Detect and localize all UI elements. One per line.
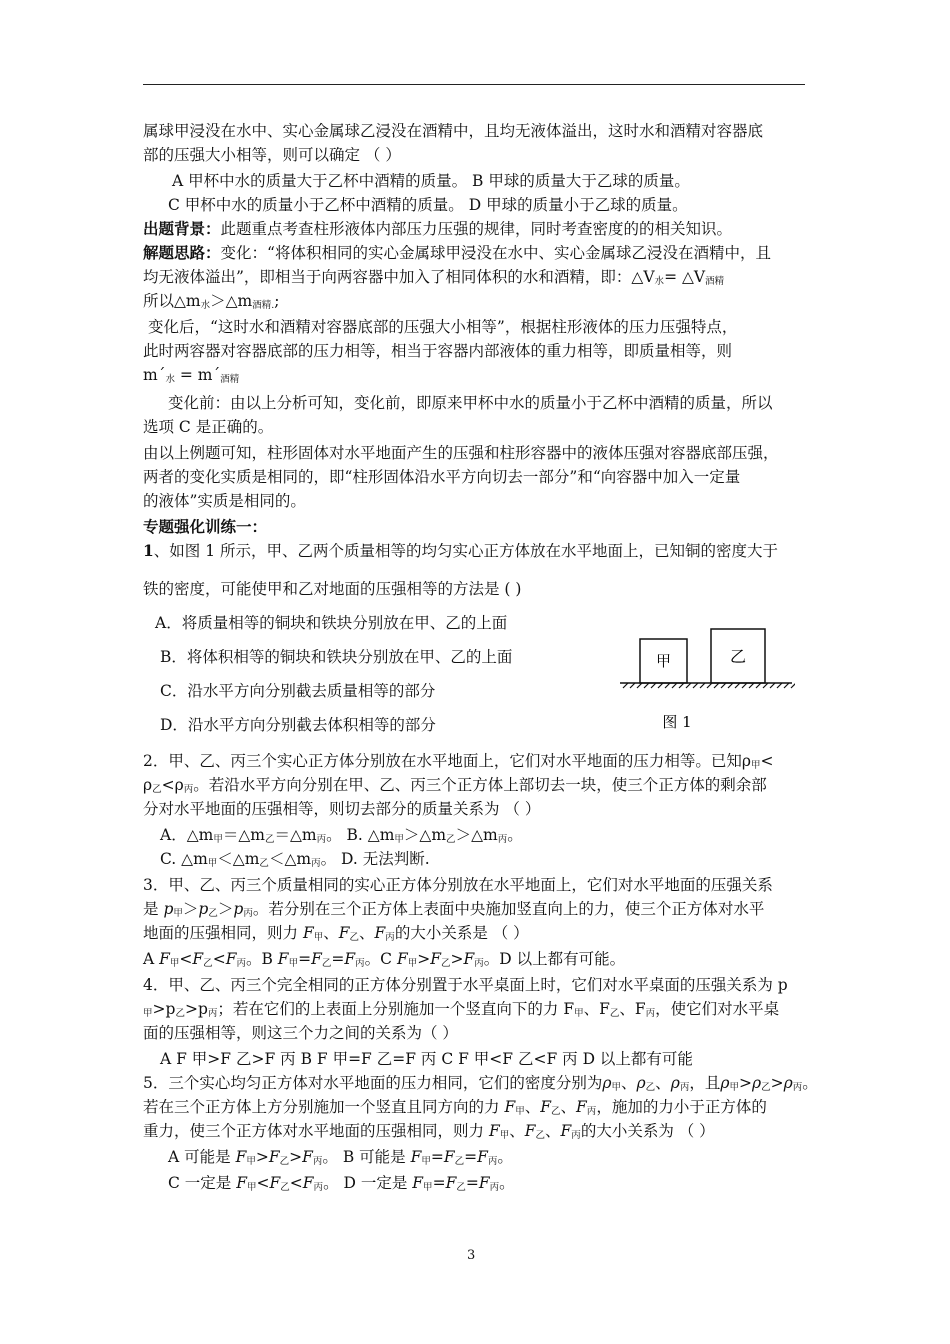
text-run: 的大小关系为 （ ）: [580, 1122, 715, 1140]
header-rule: [143, 84, 805, 85]
text-run: ρ: [751, 1074, 762, 1092]
text-run: F: [560, 1122, 572, 1140]
subscript: 丙: [236, 958, 246, 969]
text-run: F: [576, 1098, 587, 1116]
text-line: [143, 417, 273, 437]
text-run: ＞△m: [210, 292, 253, 310]
subscript: 丙: [679, 1082, 690, 1093]
subscript: 甲: [750, 760, 761, 771]
text-run: >: [738, 1074, 752, 1092]
subscript: 丙: [571, 1130, 581, 1141]
subscript: 水: [200, 300, 211, 311]
subscript: 甲: [288, 958, 299, 969]
subscript: 乙: [208, 908, 218, 919]
subscript: 甲: [394, 834, 404, 845]
text-run: F: [540, 1098, 551, 1116]
text-run: >p: [152, 1000, 176, 1018]
text-run: F: [302, 924, 314, 942]
text-run: F: [396, 950, 408, 968]
text-run: p: [163, 900, 174, 918]
subscript: 乙: [259, 858, 269, 869]
text-run: C 一定是: [168, 1174, 237, 1192]
text-run: 若在三个正方体上方分别施加一个竖直且同方向的力: [143, 1098, 505, 1116]
text-run: ρ: [783, 1074, 793, 1092]
text-run: 均无液体溢出”，即相当于向两容器中加入了相同体积的水和酒精，即：△V: [143, 268, 655, 286]
text-run: ρ: [670, 1074, 680, 1092]
subscript: 甲: [143, 1008, 153, 1019]
subscript: 丙: [355, 958, 365, 969]
text-run: ，施加的力小于正方体的: [596, 1098, 767, 1116]
text-run: >: [255, 1148, 269, 1166]
subscript: 乙: [551, 1106, 561, 1117]
subscript: 乙: [264, 834, 275, 845]
text-run: F: [277, 950, 289, 968]
text-run: 。 D 一定是: [323, 1174, 413, 1192]
block-yi-label: 乙: [729, 647, 747, 666]
subscript: 乙: [454, 1156, 465, 1167]
text-run: 、F: [583, 1000, 610, 1018]
text-run: A．△m: [160, 826, 214, 844]
subscript: 丙: [183, 784, 194, 795]
text-run: A 可能是: [168, 1148, 236, 1166]
text-run: >: [289, 1148, 303, 1166]
text-run: F: [412, 1174, 424, 1192]
text-run: =: [464, 1148, 478, 1166]
text-run: 出题背景：: [143, 219, 221, 238]
subscript: 丙: [474, 958, 484, 969]
text-run: F: [430, 950, 441, 968]
text-run: <: [256, 1174, 270, 1192]
text-run: 两者的变化实质是相同的，即“柱形固体沿水平方向切去一部分”和“向容器中加入一定量: [143, 468, 741, 486]
subscript: 丙: [312, 1156, 323, 1167]
text-line: [172, 171, 690, 191]
text-line: [168, 195, 688, 215]
subscript: 甲: [421, 1156, 431, 1167]
subscript: 甲: [246, 1182, 257, 1193]
text-run: ；若在它们的上表面上分别施加一个竖直向下的力 F: [217, 1000, 575, 1018]
text-line: [143, 975, 788, 995]
subscript: 丙: [586, 1106, 597, 1117]
text-line: [143, 243, 771, 263]
text-line: [168, 393, 773, 413]
text-run: ρ: [636, 1074, 646, 1092]
text-run: 、: [359, 924, 375, 942]
subscript: 丙: [385, 932, 395, 943]
subscript: 丙: [316, 834, 327, 845]
text-run: p: [198, 900, 209, 918]
subscript: 乙: [152, 784, 162, 795]
text-run: ＜△m: [217, 850, 260, 868]
text-line: [143, 1073, 818, 1098]
text-run: B．将体积相等的铜块和铁块分别放在甲、乙的上面: [160, 648, 513, 666]
text-run: 。 B 可能是: [322, 1148, 411, 1166]
text-run: F: [236, 1174, 247, 1192]
text-line: [143, 267, 724, 292]
text-run: 此时两容器对容器底部的压力相等，相当于容器内部液体的重力相等，即质量相等，则: [143, 342, 733, 360]
text-run: F: [302, 1148, 313, 1166]
text-line: [155, 613, 507, 633]
text-run: >: [450, 950, 464, 968]
subscript: 甲: [423, 1182, 433, 1193]
text-run: =: [298, 950, 312, 968]
text-run: 、: [509, 1122, 525, 1140]
subscript: 酒精: [705, 276, 725, 287]
text-run: 。: [497, 1148, 513, 1166]
text-line: [143, 541, 778, 561]
text-run: 。: [499, 1174, 515, 1192]
subscript: 乙: [280, 1182, 290, 1193]
text-line: [160, 825, 523, 850]
text-run: m´: [143, 366, 166, 384]
text-run: 、: [323, 924, 339, 942]
subscript: 乙: [203, 958, 213, 969]
text-line: [143, 365, 239, 390]
text-run: 。B: [245, 950, 278, 968]
text-run: ＜△m: [268, 850, 312, 868]
subscript: 甲: [611, 1082, 622, 1093]
text-run: F: [374, 924, 386, 942]
text-run: 的大小关系是 （ ）: [394, 924, 529, 942]
text-line: [143, 875, 773, 895]
subscript: 乙: [456, 1182, 466, 1193]
text-run: D．沿水平方向分别截去体积相等的部分: [160, 716, 436, 734]
text-run: 铁的密度，可能使甲和乙对地面的压强相等的方法是 ( ): [143, 580, 522, 598]
text-run: 所以△m: [143, 292, 201, 310]
subscript: 乙: [321, 958, 332, 969]
text-run: F: [268, 1148, 280, 1166]
text-line: [160, 715, 436, 735]
subscript: 甲: [574, 1008, 584, 1019]
text-run: F: [235, 1148, 247, 1166]
text-run: 属球甲浸没在水中、实心金属球乙浸没在酒精中，且均无液体溢出，这时水和酒精对容器底: [143, 122, 764, 140]
text-run: <: [179, 950, 193, 968]
text-run: =: [432, 1174, 446, 1192]
text-line: [143, 1023, 458, 1043]
subscript: 乙: [175, 1008, 185, 1019]
text-line: [143, 491, 306, 511]
text-line: [143, 517, 267, 537]
text-run: F: [478, 1174, 490, 1192]
text-run: 。C: [364, 950, 397, 968]
text-run: F: [311, 950, 322, 968]
text-run: 变化前：由以上分析可知，变化前，即原来甲杯中水的质量小于乙杯中酒精的质量，所以: [168, 394, 773, 412]
text-line: [143, 751, 774, 776]
subscript: 丙: [313, 1182, 324, 1193]
text-run: ，使它们对水平桌: [655, 1000, 780, 1018]
text-run: 4．甲、乙、丙三个完全相同的正方体分别置于水平桌面上时，它们对水平桌面的压强关系为 p: [143, 976, 788, 994]
text-run: 。: [507, 826, 523, 844]
text-run: <ρ: [161, 776, 184, 794]
text-run: 面的压强相等，则这三个力之间的关系为（ ）: [143, 1024, 458, 1042]
text-run: =: [331, 950, 345, 968]
text-run: <: [289, 1174, 303, 1192]
text-run: = m´: [174, 366, 221, 384]
subscript: 乙: [446, 834, 456, 845]
text-run: 地面的压强相同，则力: [143, 924, 303, 942]
subscript: 丙: [207, 1008, 218, 1019]
subscript: 水: [165, 374, 175, 385]
text-run: 、: [655, 1074, 671, 1092]
subscript: 甲: [313, 932, 324, 943]
text-run: 、F: [619, 1000, 646, 1018]
subscript: 乙: [609, 1008, 620, 1019]
text-run: =: [465, 1174, 479, 1192]
text-run: 变化：“将体积相同的实心金属球甲浸没在水中、实心金属球乙浸没在酒精中，且: [220, 244, 771, 262]
text-run: A．将质量相等的铜块和铁块分别放在甲、乙的上面: [155, 614, 508, 632]
text-line: [143, 923, 529, 948]
text-run: 的液体”实质是相同的。: [143, 492, 306, 510]
subscript: 丙: [645, 1008, 656, 1019]
text-run: 、: [621, 1074, 637, 1092]
text-run: A 甲杯中水的质量大于乙杯中酒精的质量。 B 甲球的质量大于乙球的质量。: [172, 172, 690, 190]
text-run: <: [212, 950, 226, 968]
text-run: A: [143, 950, 160, 968]
text-line: [143, 775, 767, 800]
subscript: 甲: [169, 958, 180, 969]
text-run: 、如图 1 所示，甲、乙两个质量相等的均匀实心正方体放在水平地面上，已知铜的密度大于: [153, 542, 779, 560]
text-run: 。D 以上都有可能。: [483, 950, 626, 968]
text-run: F: [225, 950, 237, 968]
text-run: 5．三个实心均匀正方体对水平地面的压力相同，它们的密度分别为: [143, 1074, 603, 1092]
text-run: 、: [545, 1122, 561, 1140]
text-run: C 甲杯中水的质量小于乙杯中酒精的质量。 D 甲球的质量小于乙球的质量。: [168, 196, 688, 214]
text-run: F: [302, 1174, 314, 1192]
subscript: 酒精.: [252, 300, 275, 311]
subscript: 甲: [207, 858, 218, 869]
subscript: 丙: [792, 1082, 803, 1093]
text-run: = △V: [664, 268, 706, 286]
text-run: F: [524, 1122, 536, 1140]
text-run: 。 B. △m: [326, 826, 395, 844]
figure-1-diagram: [615, 620, 795, 740]
text-run: ρ: [720, 1074, 730, 1092]
text-run: F: [477, 1148, 488, 1166]
text-run: 选项 C 是正确的。: [143, 418, 274, 436]
text-run: ，且: [689, 1074, 721, 1092]
text-line: [143, 949, 625, 974]
text-run: C. △m: [160, 850, 208, 868]
text-run: 解题思路：: [143, 243, 221, 262]
text-run: ＞△m: [455, 826, 498, 844]
subscript: 甲: [213, 834, 223, 845]
text-line: [160, 681, 435, 701]
subscript: 丙: [497, 834, 508, 845]
subscript: 水: [654, 276, 665, 287]
text-run: 。若分别在三个正方体上表面中央施加竖直向上的力，使三个正方体对水平: [252, 900, 765, 918]
subscript: 乙: [761, 1082, 771, 1093]
text-line: [143, 1097, 767, 1122]
text-line: [160, 849, 430, 874]
text-run: 1: [143, 541, 154, 560]
text-line: [143, 341, 732, 361]
text-run: 分对水平地面的压强相等，则切去部分的质量关系为 （ ）: [143, 800, 541, 818]
text-run: 、: [524, 1098, 541, 1116]
text-run: 专题强化训练一：: [143, 517, 268, 536]
subscript: 乙: [349, 932, 360, 943]
text-run: 3．甲、乙、丙三个质量相同的实心正方体分别放在水平地面上，它们对水平地面的压强关系: [143, 876, 773, 894]
text-line: [143, 999, 779, 1024]
text-run: 部的压强大小相等，则可以确定 （ ）: [143, 146, 401, 164]
text-run: ＞: [217, 900, 234, 918]
text-run: ＞: [182, 900, 199, 918]
text-run: p: [233, 900, 244, 918]
text-line: [143, 1121, 715, 1146]
figure-1: [615, 620, 795, 740]
text-run: F: [410, 1148, 422, 1166]
text-run: ;: [274, 292, 280, 310]
text-run: >: [770, 1074, 784, 1092]
text-line: [160, 1049, 693, 1069]
text-run: =: [430, 1148, 444, 1166]
subscript: 丙: [311, 858, 321, 869]
page-number: 3: [467, 1248, 476, 1263]
text-run: ρ: [602, 1074, 612, 1092]
text-line: [168, 1173, 515, 1198]
text-run: ＞△m: [403, 826, 447, 844]
figure-caption: 图 1: [662, 713, 692, 731]
subscript: 丙: [489, 1182, 500, 1193]
subscript: 甲: [173, 908, 183, 919]
text-line: [143, 443, 779, 463]
subscript: 乙: [535, 1130, 546, 1141]
subscript: 酒精: [220, 374, 240, 385]
subscript: 丙: [243, 908, 253, 919]
subscript: 乙: [645, 1082, 656, 1093]
text-run: A F 甲>F 乙>F 丙 B F 甲=F 乙=F 丙 C F 甲<F 乙<F 丙 D 以上都有可能: [160, 1050, 693, 1068]
text-line: [143, 467, 740, 487]
text-line: [143, 121, 763, 141]
text-run: 。 D. 无法判断.: [320, 850, 430, 868]
text-run: F: [338, 924, 350, 942]
text-run: F: [504, 1098, 516, 1116]
subscript: 甲: [729, 1082, 739, 1093]
text-run: 是: [143, 900, 164, 918]
text-run: 2．甲、乙、丙三个实心正方体分别放在水平地面上，它们对水平地面的压力相等。已知ρ: [143, 752, 751, 770]
block-jia-label: 甲: [655, 652, 672, 670]
subscript: 甲: [246, 1156, 256, 1167]
text-run: F: [445, 1174, 457, 1192]
text-run: F: [443, 1148, 455, 1166]
subscript: 甲: [515, 1106, 525, 1117]
text-run: 由以上例题可知，柱形固体对水平地面产生的压强和柱形容器中的液体压强对容器底部压强，: [143, 444, 779, 462]
text-line: [148, 317, 737, 337]
text-line: [143, 145, 401, 165]
subscript: 甲: [499, 1130, 510, 1141]
text-line: [143, 291, 280, 316]
text-run: >: [417, 950, 431, 968]
text-run: 。若沿水平方向分别在甲、乙、丙三个正方体上部切去一块，使三个正方体的剩余部: [193, 776, 767, 794]
text-run: 变化后，“这时水和酒精对容器底部的压强大小相等”，根据柱形液体的压力压强特点，: [148, 318, 738, 336]
text-line: [160, 647, 512, 667]
text-line: [143, 579, 521, 599]
subscript: 乙: [279, 1156, 290, 1167]
text-run: F: [159, 950, 170, 968]
text-run: ＝△m: [274, 826, 317, 844]
text-run: F: [488, 1122, 500, 1140]
subscript: 甲: [407, 958, 418, 969]
subscript: 乙: [440, 958, 451, 969]
text-run: >p: [184, 1000, 208, 1018]
subscript: 丙: [487, 1156, 498, 1167]
text-run: F: [192, 950, 204, 968]
text-line: [168, 1147, 513, 1172]
text-run: F: [463, 950, 475, 968]
text-run: <: [760, 752, 774, 770]
text-run: 。: [802, 1074, 818, 1092]
text-run: 重力，使三个正方体对水平地面的压强相同，则力: [143, 1122, 489, 1140]
text-run: F: [269, 1174, 281, 1192]
text-run: C．沿水平方向分别截去质量相等的部分: [160, 682, 436, 700]
text-line: [143, 219, 732, 239]
text-run: F: [344, 950, 356, 968]
text-run: ρ: [143, 776, 153, 794]
text-run: 、: [560, 1098, 577, 1116]
text-line: [143, 799, 540, 819]
text-line: [143, 899, 764, 924]
text-run: 此题重点考查柱形液体内部压力压强的规律，同时考查密度的的相关知识。: [220, 220, 733, 238]
text-run: ＝△m: [222, 826, 265, 844]
